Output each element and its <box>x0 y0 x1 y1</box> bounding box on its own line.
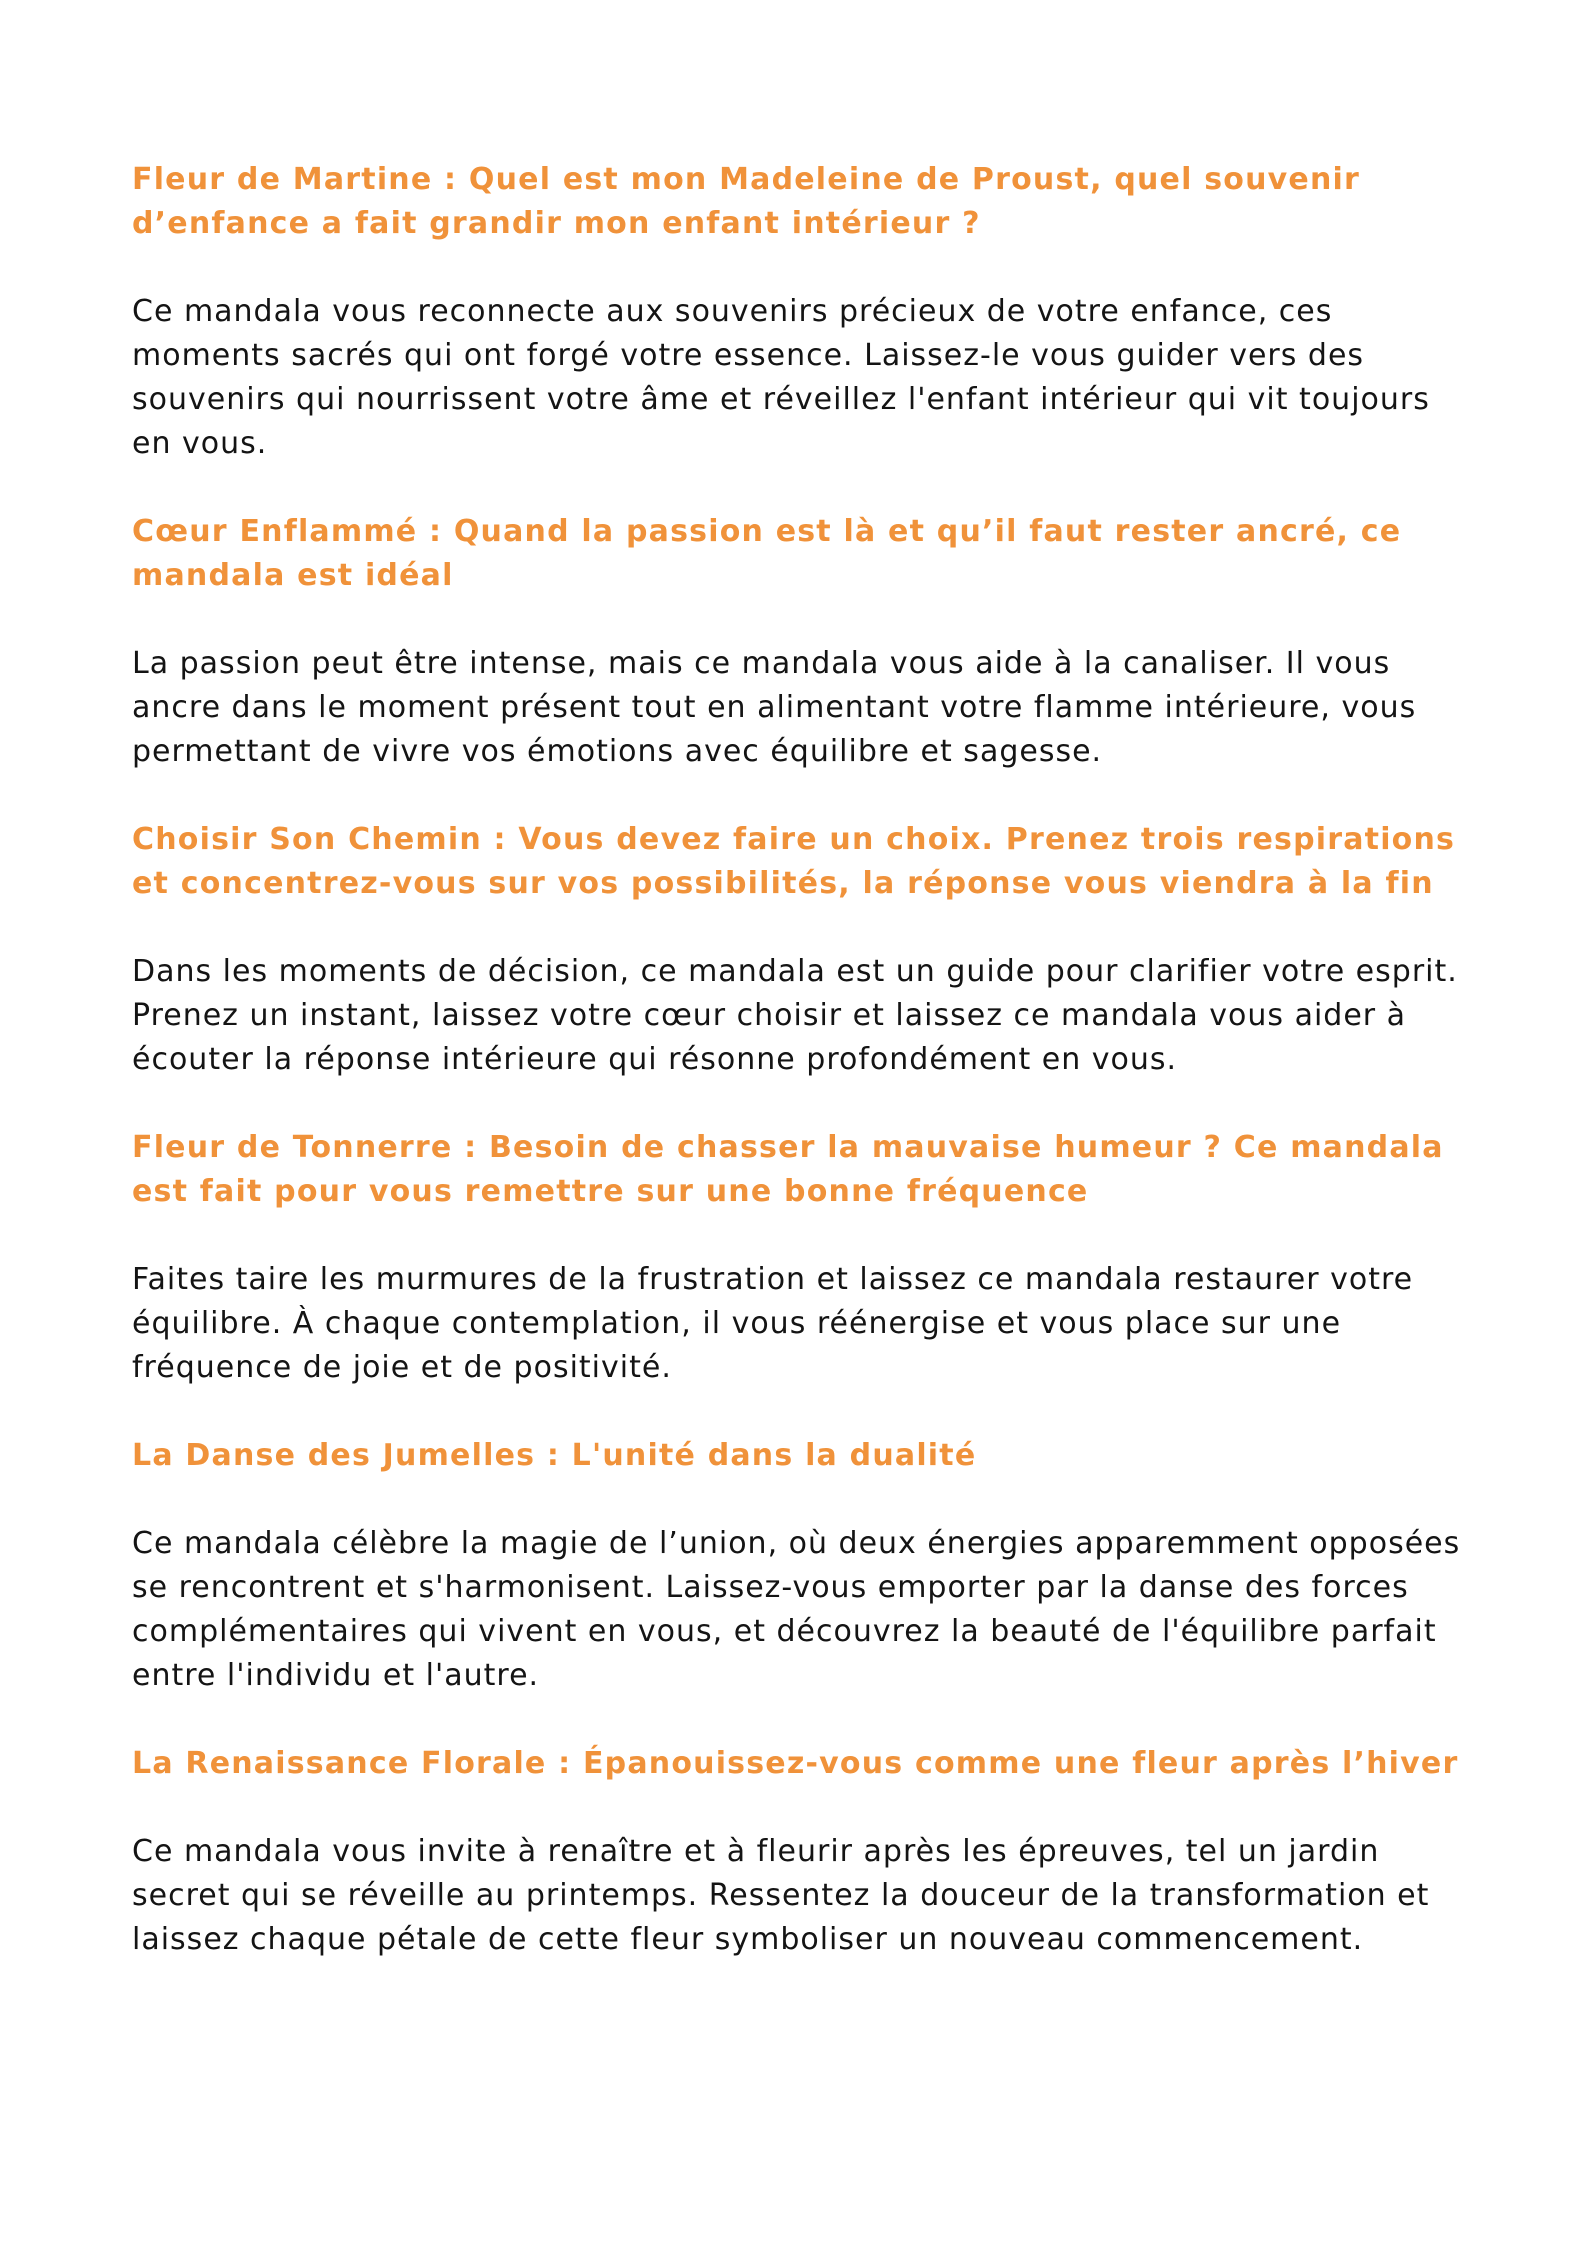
section-heading: Fleur de Martine : Quel est mon Madeleine de Proust, quel souvenir d’enfance a fait grandir mon enfant intérieur ? <box>132 162 1360 241</box>
section-heading: Fleur de Tonnerre : Besoin de chasser la mauvaise humeur ? Ce mandala est fait pour vous remettre sur une bonne fréquence <box>132 1130 1444 1209</box>
section-body: Dans les moments de décision, ce mandala est un guide pour clarifier votre esprit. Prenez un instant, laissez votre cœur choisir et laissez ce mandala vous aider à écouter la réponse intérieure qui résonne profondément en vous. <box>132 954 1458 1077</box>
section-fleur-de-tonnerre <box>132 1126 1472 1390</box>
section-heading: La Danse des Jumelles : L'unité dans la dualité <box>132 1438 977 1473</box>
section-danse-des-jumelles <box>132 1434 1472 1698</box>
section-body: Ce mandala vous reconnecte aux souvenirs précieux de votre enfance, ces moments sacrés qui ont forgé votre essence. Laissez-le vous guider vers des souvenirs qui nourrissent votre âme et réveillez l'enfant intérieur qui vit toujours en vous. <box>132 294 1430 461</box>
section-heading: Choisir Son Chemin : Vous devez faire un choix. Prenez trois respirations et concentrez-vous sur vos possibilités, la réponse vous viendra à la fin <box>132 822 1456 901</box>
section-heading: La Renaissance Florale : Épanouissez-vous comme une fleur après l’hiver <box>132 1746 1459 1781</box>
section-fleur-de-martine <box>132 158 1472 466</box>
section-body: La passion peut être intense, mais ce mandala vous aide à la canaliser. Il vous ancre dans le moment présent tout en alimentant votre flamme intérieure, vous permettant de vivre vos émotions avec équilibre et sagesse. <box>132 646 1417 769</box>
document-page <box>132 158 1472 2006</box>
section-body: Ce mandala vous invite à renaître et à fleurir après les épreuves, tel un jardin secret qui se réveille au printemps. Ressentez la douceur de la transformation et laissez chaque pétale de cette fleur symboliser un nouveau commencement. <box>132 1834 1430 1957</box>
section-coeur-enflamme <box>132 510 1472 774</box>
section-body: Ce mandala célèbre la magie de l’union, où deux énergies apparemment opposées se rencontrent et s'harmonisent. Laissez-vous emporter par la danse des forces complémentaires qui vivent en vous, et découvrez la beauté de l'équilibre parfait entre l'individu et l'autre. <box>132 1526 1461 1693</box>
section-body: Faites taire les murmures de la frustration et laissez ce mandala restaurer votre équilibre. À chaque contemplation, il vous réénergise et vous place sur une fréquence de joie et de positivité. <box>132 1262 1414 1385</box>
section-heading: Cœur Enflammé : Quand la passion est là et qu’il faut rester ancré, ce mandala est idéal <box>132 514 1402 593</box>
section-choisir-son-chemin <box>132 818 1472 1082</box>
section-renaissance-florale <box>132 1742 1472 1962</box>
